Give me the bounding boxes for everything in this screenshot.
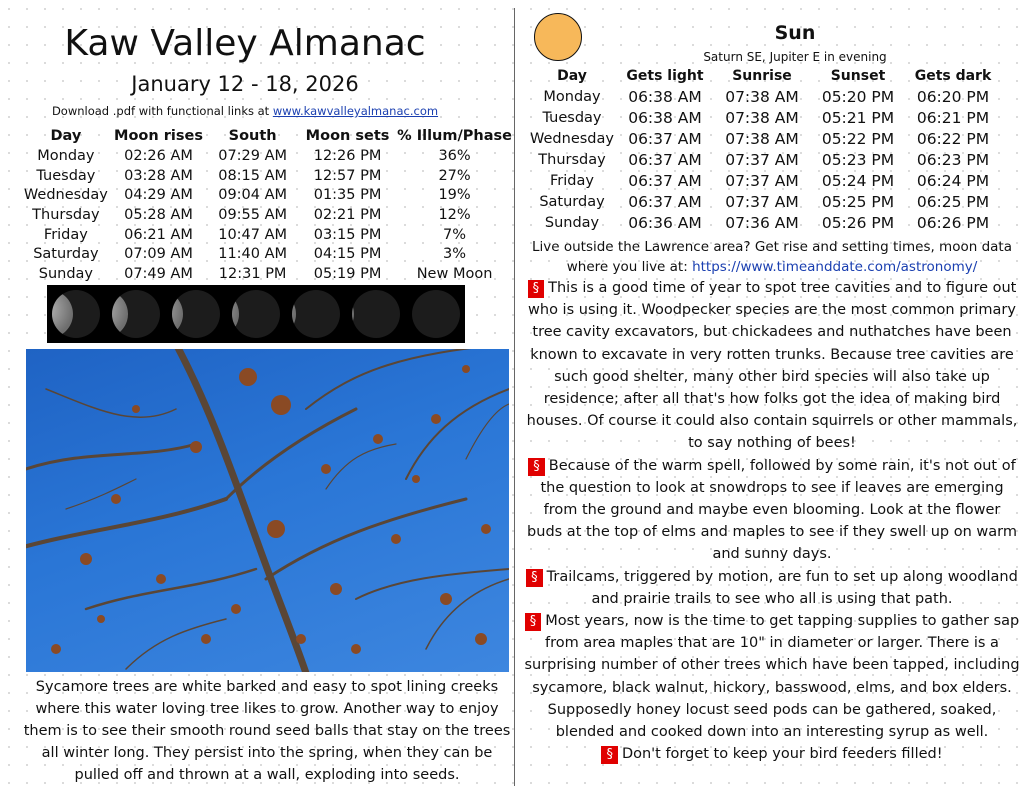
day-cell: Sunday: [38, 265, 94, 282]
day-cell: Sunday: [544, 215, 600, 232]
sycamore-branches-image: [26, 349, 509, 672]
moon-phase-icon: [347, 285, 405, 343]
sunset-cell: 05:25 PM: [821, 193, 895, 212]
moon-south-cell: 07:29 AM: [218, 147, 288, 164]
light-cell: 06:37 AM: [628, 150, 702, 169]
table-row: [528, 107, 1000, 128]
light-cell: 06:38 AM: [628, 108, 702, 127]
sunrise-cell: 07:38 AM: [725, 129, 799, 148]
table-row: [528, 149, 1000, 170]
section-mark: §: [528, 458, 545, 476]
sun-header-day: Day: [557, 68, 587, 84]
timeanddate-link[interactable]: https://www.timeanddate.com/astronomy/: [692, 259, 978, 275]
moon-rise-cell: 06:21 AM: [124, 226, 193, 243]
day-cell: Saturday: [33, 246, 99, 263]
moon-south-cell: 09:04 AM: [218, 187, 288, 204]
sun-icon: [534, 13, 582, 61]
download-line: [0, 103, 490, 119]
moon-set-cell: 01:35 PM: [313, 187, 382, 204]
table-row: [22, 244, 512, 264]
sun-title: Sun: [774, 22, 816, 44]
illum-cell: 36%: [438, 147, 471, 164]
day-cell: Wednesday: [23, 187, 108, 204]
table-row: [22, 185, 512, 205]
sun-header-light: Gets light: [626, 68, 704, 84]
moon-phase-icon: [107, 285, 165, 343]
moon-south-cell: 12:31 PM: [218, 265, 287, 282]
day-cell: Thursday: [538, 151, 606, 168]
sun-table: [528, 66, 1000, 234]
section-mark: §: [528, 280, 545, 298]
dark-cell: 06:22 PM: [916, 129, 990, 148]
moon-rise-cell: 04:29 AM: [124, 187, 193, 204]
section-mark: §: [526, 569, 543, 587]
moon-phase-icon: [287, 285, 345, 343]
illum-cell: 7%: [443, 226, 467, 243]
table-row: [22, 166, 512, 186]
sunset-cell: 05:26 PM: [821, 214, 895, 233]
illum-cell: 12%: [438, 206, 471, 223]
table-row: [528, 191, 1000, 212]
moon-rise-cell: 05:28 AM: [124, 206, 193, 223]
table-row: [528, 86, 1000, 107]
light-cell: 06:36 AM: [628, 214, 702, 233]
column-divider: [514, 8, 515, 786]
moon-table-header: [22, 126, 512, 146]
sycamore-photo: [26, 349, 509, 672]
almanac-notes: [524, 277, 1020, 765]
sunset-cell: 05:21 PM: [821, 108, 895, 127]
moon-set-cell: 12:57 PM: [313, 167, 382, 184]
light-cell: 06:38 AM: [628, 87, 702, 106]
illum-cell: New Moon: [416, 265, 493, 282]
table-row: [22, 205, 512, 225]
page-title: Kaw Valley Almanac: [64, 23, 426, 64]
table-row: [22, 225, 512, 245]
sunrise-cell: 07:37 AM: [725, 150, 799, 169]
section-mark: §: [601, 746, 618, 764]
moon-south-cell: 08:15 AM: [218, 167, 288, 184]
dark-cell: 06:20 PM: [916, 87, 990, 106]
download-link[interactable]: www.kawvalleyalmanac.com: [272, 104, 439, 118]
download-prefix: Download .pdf with functional links at: [51, 104, 270, 118]
note-paragraph: Because of the warm spell, followed by some rain, it's not out of the question to look at snowdrops to see if leaves are emerging from the ground and maybe even blooming. Look at the flower buds at the top of elms and maples to see if they swell up on warm and sunny days.: [527, 457, 1017, 563]
note-paragraph: Trailcams, triggered by motion, are fun to set up along woodland and prairie trails to see who all is using that path.: [546, 568, 1018, 607]
sun-header-sunset: Sunset: [830, 68, 886, 84]
moon-phase-icon: [227, 285, 285, 343]
moon-set-cell: 04:15 PM: [313, 246, 382, 263]
illum-cell: 27%: [438, 167, 471, 184]
table-row: [22, 264, 512, 284]
moon-phase-icon: [167, 285, 225, 343]
day-cell: Wednesday: [530, 130, 614, 147]
moon-phase-icon: [47, 285, 105, 343]
sunset-cell: 05:20 PM: [821, 87, 895, 106]
day-cell: Monday: [37, 147, 95, 164]
moon-rise-cell: 07:49 AM: [124, 265, 193, 282]
moon-set-cell: 02:21 PM: [313, 206, 382, 223]
note-paragraph: Don't forget to keep your bird feeders filled!: [621, 746, 943, 763]
dark-cell: 06:23 PM: [916, 150, 990, 169]
moon-rise-cell: 07:09 AM: [124, 246, 193, 263]
moon-set-cell: 12:26 PM: [313, 147, 382, 164]
section-mark: §: [525, 613, 542, 631]
sunrise-cell: 07:37 AM: [725, 171, 799, 190]
moon-header-rises: Moon rises: [114, 128, 203, 144]
day-cell: Saturday: [539, 194, 605, 211]
light-cell: 06:37 AM: [628, 193, 702, 212]
note-paragraph: Most years, now is the time to get tapping supplies to gather sap from area maples that are 10" in diameter or larger. There is a surprising number of other trees which have been tapped, including sycamore, black walnut, hickory, basswood, elms, and box elders. Supposedly honey locust seed pods can be gathered, soaked, blended and cooked down into an interesting syrup as well.: [524, 613, 1020, 741]
dark-cell: 06:25 PM: [916, 193, 990, 212]
moon-header-illum: % Illum/Phase: [397, 128, 512, 144]
illum-cell: 3%: [443, 246, 467, 263]
sunset-cell: 05:23 PM: [821, 150, 895, 169]
moon-header-south: South: [228, 128, 277, 144]
sun-header-sunrise: Sunrise: [732, 68, 792, 84]
day-cell: Tuesday: [542, 109, 602, 126]
table-row: [22, 146, 512, 166]
sunrise-cell: 07:37 AM: [725, 193, 799, 212]
moon-phase-icon: [407, 285, 465, 343]
illum-cell: 19%: [438, 187, 471, 204]
moon-phase-strip: [47, 285, 465, 343]
sun-table-header: [528, 66, 1000, 86]
light-cell: 06:37 AM: [628, 171, 702, 190]
moon-south-cell: 11:40 AM: [218, 246, 288, 263]
moon-south-cell: 09:55 AM: [218, 206, 288, 223]
date-range: January 12 - 18, 2026: [131, 72, 359, 96]
sunset-cell: 05:24 PM: [821, 171, 895, 190]
sun-header-dark: Gets dark: [914, 68, 992, 84]
moon-set-cell: 05:19 PM: [313, 265, 382, 282]
sunrise-cell: 07:36 AM: [725, 214, 799, 233]
light-cell: 06:37 AM: [628, 129, 702, 148]
moon-rise-cell: 02:26 AM: [124, 147, 193, 164]
day-cell: Tuesday: [36, 167, 96, 184]
sunset-cell: 05:22 PM: [821, 129, 895, 148]
day-cell: Friday: [550, 172, 594, 189]
moon-header-day: Day: [50, 128, 82, 144]
dark-cell: 06:26 PM: [916, 214, 990, 233]
day-cell: Monday: [543, 88, 601, 105]
moon-set-cell: 03:15 PM: [313, 226, 382, 243]
photo-caption: Sycamore trees are white barked and easy to spot lining creeks where this water loving tree likes to grow. Another way to enjoy them is to see their smooth round seed balls that stay on the trees all winter long. They persist into the spring, when they can be pulled off and thrown at a wall, exploding into seeds.: [23, 679, 511, 783]
note-paragraph: This is a good time of year to spot tree cavities and to figure out who is using it. Woodpecker species are the most common primary tree cavity excavators, but chickadees and nuthatches have been known to excavate in very rotten trunks. Because tree cavities are such good shelter, many other bird species will also take up residence; after all that's how folks got the idea of making bird houses. Of course it could also contain squirrels or other mammals, to say nothing of bees!: [526, 280, 1018, 452]
day-cell: Friday: [43, 226, 88, 243]
outside-area-note: [524, 237, 1020, 277]
table-row: [528, 128, 1000, 149]
dark-cell: 06:24 PM: [916, 171, 990, 190]
sunrise-cell: 07:38 AM: [725, 87, 799, 106]
dark-cell: 06:21 PM: [916, 108, 990, 127]
sunrise-cell: 07:38 AM: [725, 108, 799, 127]
moon-rise-cell: 03:28 AM: [124, 167, 193, 184]
moon-south-cell: 10:47 AM: [218, 226, 288, 243]
day-cell: Thursday: [32, 206, 100, 223]
outside-area-text: Live outside the Lawrence area? Get rise and setting times, moon data where you live at:: [531, 239, 1012, 275]
moon-table: [22, 126, 512, 284]
planets-note: Saturn SE, Jupiter E in evening: [703, 50, 887, 64]
moon-header-sets: Moon sets: [305, 128, 390, 144]
table-row: [528, 170, 1000, 191]
table-row: [528, 213, 1000, 234]
